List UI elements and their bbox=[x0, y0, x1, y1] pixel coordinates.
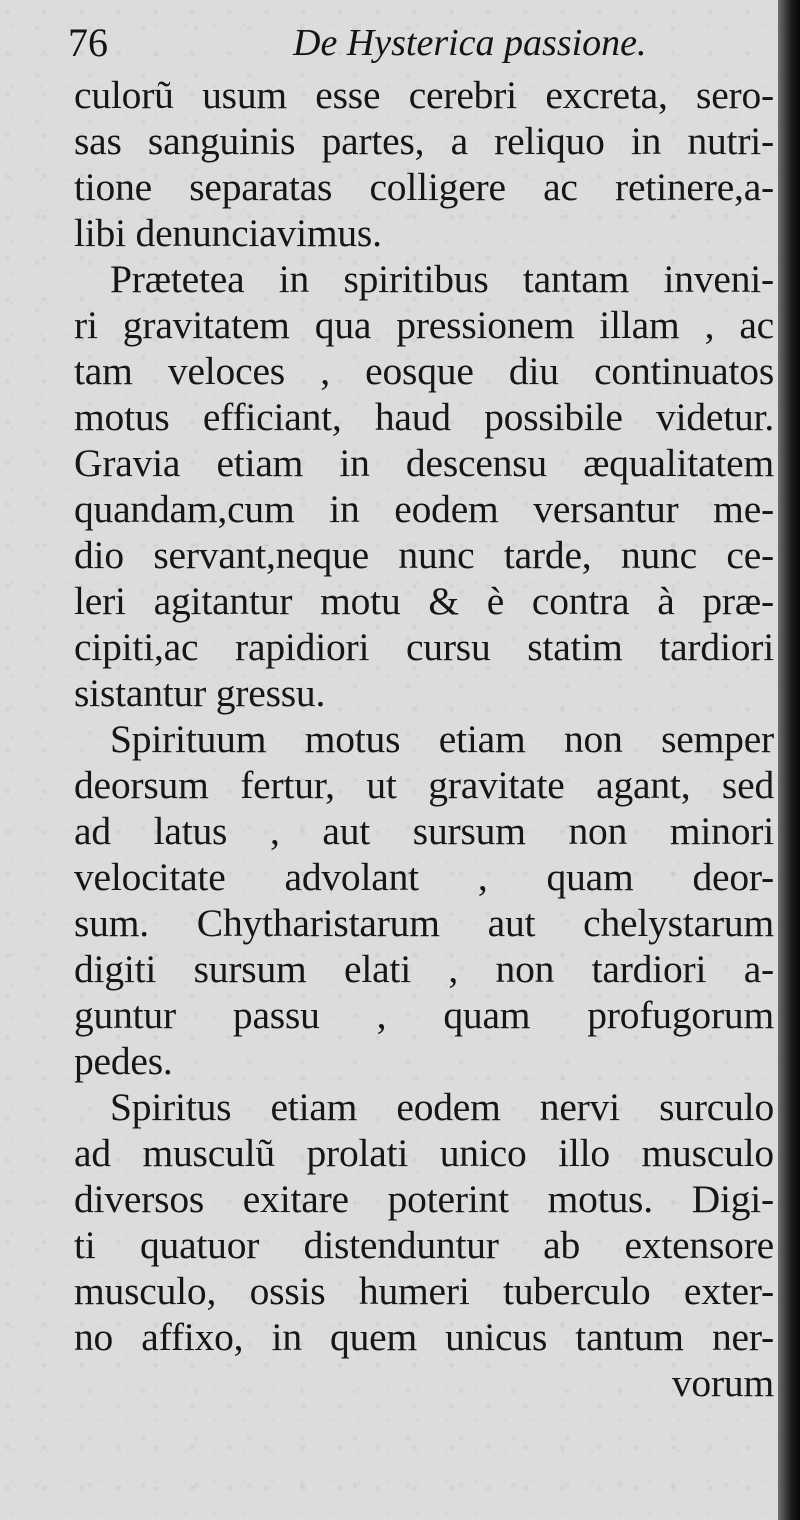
text-line: digiti sursum elati , non tardiori a- bbox=[74, 947, 774, 991]
text-line: dio servant,neque nunc tarde, nunc ce- bbox=[74, 533, 774, 577]
text-line: ad latus , aut sursum non minori bbox=[74, 809, 774, 853]
text-line: diversos exitare poterint motus. Digi- bbox=[74, 1177, 774, 1221]
text-line: tione separatas colligere ac retinere,a- bbox=[74, 165, 774, 209]
running-title: De Hysterica passione. bbox=[293, 22, 647, 64]
text-line: sistantur gressu. bbox=[74, 671, 326, 715]
body-text bbox=[74, 72, 774, 1406]
text-line: ad musculũ prolati unico illo musculo bbox=[74, 1131, 774, 1175]
text-line: sum. Chytharistarum aut chelystarum bbox=[74, 901, 774, 945]
page-number: 76 bbox=[68, 20, 108, 65]
text-line: sas sanguinis partes, a reliquo in nutri- bbox=[74, 119, 774, 163]
text-line: pedes. bbox=[74, 1039, 173, 1083]
text-line: deorsum fertur, ut gravitate agant, sed bbox=[74, 763, 774, 807]
text-line: ri gravitatem qua pressionem illam , ac bbox=[74, 303, 774, 347]
catchword: vorum bbox=[671, 1361, 774, 1405]
paragraph-4 bbox=[74, 1084, 774, 1360]
text-line: Spiritus etiam eodem nervi surculo bbox=[110, 1085, 774, 1129]
text-line: libi denunciavimus. bbox=[74, 211, 382, 255]
text-line: motus efficiant, haud possibile videtur. bbox=[74, 395, 774, 439]
text-line: Spirituum motus etiam non semper bbox=[110, 717, 774, 761]
text-line: culorũ usum esse cerebri excreta, sero- bbox=[74, 73, 774, 117]
text-line: guntur passu , quam profugorum bbox=[74, 993, 774, 1037]
text-line: quandam,cum in eodem versantur me- bbox=[74, 487, 774, 531]
paragraph-2 bbox=[74, 256, 774, 716]
paragraph-1 bbox=[74, 72, 774, 256]
catchword-row bbox=[74, 1360, 774, 1406]
text-line: musculo, ossis humeri tuberculo exter- bbox=[74, 1269, 774, 1313]
text-line: ti quatuor distenduntur ab extensore bbox=[74, 1223, 774, 1267]
text-line: Prætetea in spiritibus tantam inveni- bbox=[110, 257, 774, 301]
text-line: cipiti,ac rapidiori cursu statim tardiori bbox=[74, 625, 774, 669]
text-line: no affixo, in quem unicus tantum ner- bbox=[74, 1315, 774, 1359]
book-gutter bbox=[778, 0, 800, 1520]
paragraph-3 bbox=[74, 716, 774, 1084]
page-header bbox=[68, 18, 748, 68]
text-line: Gravia etiam in descensu æqualitatem bbox=[74, 441, 774, 485]
text-line: velocitate advolant , quam deor- bbox=[74, 855, 774, 899]
text-line: leri agitantur motu & è contra à præ- bbox=[74, 579, 774, 623]
text-line: tam veloces , eosque diu continuatos bbox=[74, 349, 774, 393]
